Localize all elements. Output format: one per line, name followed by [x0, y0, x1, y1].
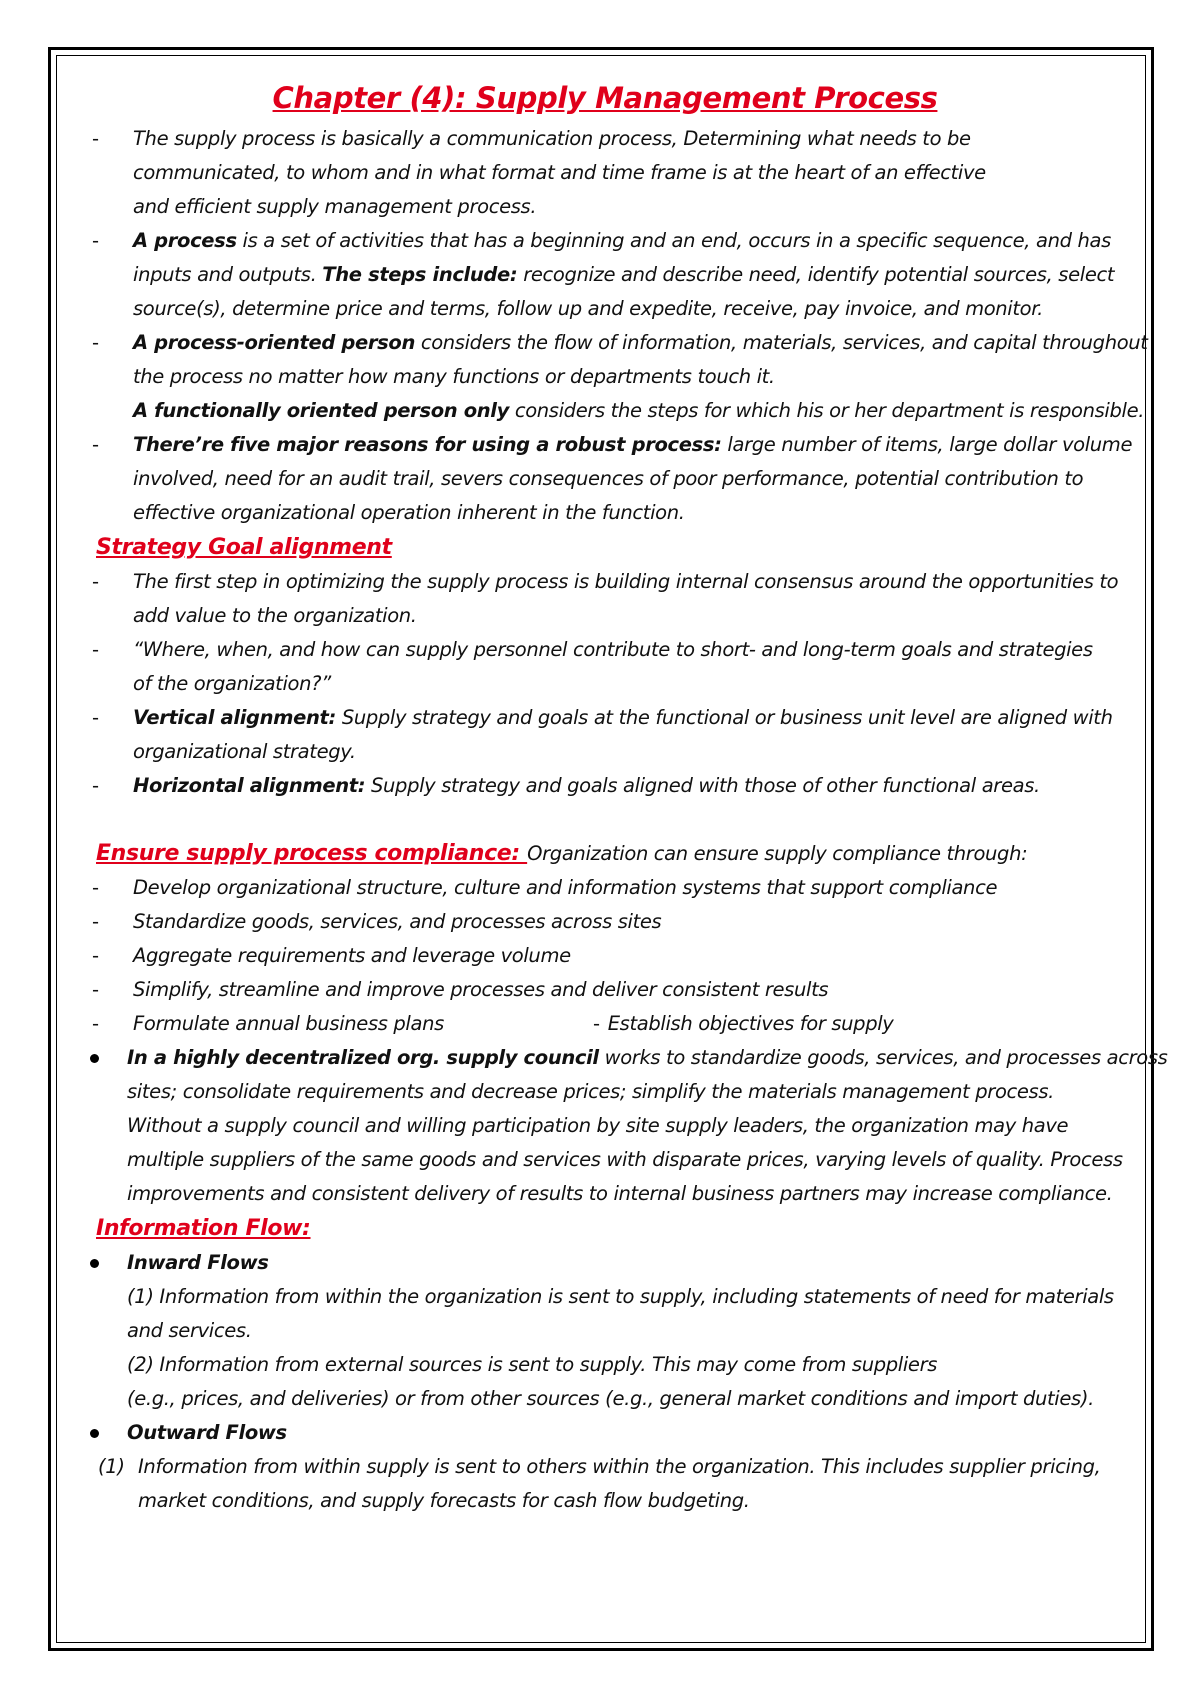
dash-marker: - [92, 774, 99, 797]
list-item [60, 871, 1150, 905]
list-item [60, 939, 1150, 973]
line: Establish objectives for supply [607, 1012, 894, 1035]
line: (2) Information from external sources is sent to supply. This may come from suppliers [127, 1353, 938, 1376]
dash-marker: - [92, 331, 99, 354]
line: The supply process is basically a communication process, Determining what needs to be [133, 127, 971, 150]
list-item [60, 122, 1150, 156]
bold-term: In a highly decentralized org. supply council [127, 1046, 599, 1069]
list-item [60, 565, 1150, 599]
bold-term: There’re five major reasons for using a robust process: [133, 433, 722, 456]
bold-term: A process-oriented person [133, 331, 415, 354]
dash-marker: - [92, 433, 99, 456]
dash-marker: - [92, 127, 99, 150]
section-heading-compliance: Ensure supply process compliance: [96, 841, 528, 866]
bold-term: A process [133, 229, 237, 252]
line-group [60, 258, 1150, 292]
list-item [60, 326, 1150, 360]
dash-marker: - [92, 229, 99, 252]
bold-term: The steps include: [322, 263, 518, 286]
list-item-inline [593, 1007, 894, 1041]
line: Organization can ensure supply compliance through: [527, 842, 1028, 865]
bullet-item [60, 1041, 1168, 1075]
list-item [60, 701, 1150, 735]
line: the process no matter how many functions or departments touch it. [133, 365, 775, 388]
bold-term: Horizontal alignment: [133, 774, 366, 797]
line-group [60, 394, 1150, 428]
dash-marker: - [92, 978, 99, 1001]
dash-marker: - [92, 876, 99, 899]
line: considers the steps for which his or her department is responsible. [509, 399, 1145, 422]
dash-marker: - [92, 1012, 99, 1035]
bold-term: A functionally oriented person only [133, 399, 509, 422]
line: and efficient supply management process. [133, 195, 537, 218]
bold-term: Vertical alignment: [133, 706, 336, 729]
line: Develop organizational structure, culture and information systems that support compliance [133, 876, 998, 899]
line: communicated, to whom and in what format and time frame is at the heart of an effective [133, 161, 986, 184]
list-item [60, 428, 1150, 462]
dash-marker: - [92, 706, 99, 729]
bullet-dot-icon [90, 1429, 99, 1438]
document-body [60, 76, 1168, 1518]
list-item [60, 224, 1150, 258]
line: (e.g., prices, and deliveries) or from other sources (e.g., general market conditions and import duties). [127, 1387, 1094, 1410]
section-heading-strategy: Strategy Goal alignment [96, 535, 392, 560]
line: “Where, when, and how can supply personnel contribute to short- and long-term goals and strategies [133, 638, 1093, 661]
list-item [60, 1007, 1150, 1041]
line: effective organizational operation inherent in the function. [133, 501, 685, 524]
bullet-item [60, 1416, 1150, 1450]
line: multiple suppliers of the same goods and services with disparate prices, varying levels of quality. Process [127, 1148, 1123, 1171]
line: works to standardize goods, services, and processes across [598, 1046, 1168, 1069]
section-heading-compliance-line [60, 837, 1150, 871]
line: involved, need for an audit trail, severs consequences of poor performance, potential contribution to [133, 467, 1084, 490]
line: Standardize goods, services, and processes across sites [133, 910, 662, 933]
line: and services. [127, 1319, 252, 1342]
dash-marker: - [92, 638, 99, 661]
section-heading-information-flow: Information Flow: [96, 1216, 311, 1241]
line: source(s), determine price and terms, follow up and expedite, receive, pay invoice, and monitor. [133, 297, 1043, 320]
line: is a set of activities that has a beginning and an end, occurs in a specific sequence, and has [236, 229, 1111, 252]
number-marker: (1) [98, 1455, 125, 1478]
line: large number of items, large dollar volume [721, 433, 1133, 456]
line: considers the flow of information, materials, services, and capital throughout [414, 331, 1148, 354]
line: Simplify, streamline and improve processes and deliver consistent results [133, 978, 829, 1001]
bullet-dot-icon [90, 1259, 99, 1268]
line: recognize and describe need, identify potential sources, select [517, 263, 1115, 286]
bold-term: Outward Flows [127, 1421, 287, 1444]
list-item [60, 633, 1150, 667]
line: The first step in optimizing the supply process is building internal consensus around the opportunities to [133, 570, 1119, 593]
spacer [60, 803, 1150, 837]
line: market conditions, and supply forecasts for cash flow budgeting. [138, 1489, 750, 1512]
page-title: Chapter (4): Supply Management Process [272, 81, 938, 115]
line: organizational strategy. [133, 740, 356, 763]
line: Aggregate requirements and leverage volume [133, 944, 571, 967]
line: Without a supply council and willing participation by site supply leaders, the organization may have [127, 1114, 1069, 1137]
bullet-item [60, 1246, 1150, 1280]
dash-marker: - [92, 910, 99, 933]
dash-marker: - [92, 944, 99, 967]
list-item [60, 905, 1150, 939]
line: Supply strategy and goals at the functional or business unit level are aligned with [335, 706, 1113, 729]
list-item [60, 973, 1150, 1007]
dash-marker: - [92, 570, 99, 593]
bullet-dot-icon [90, 1054, 99, 1063]
bold-term: Inward Flows [127, 1251, 269, 1274]
line: sites; consolidate requirements and decrease prices; simplify the materials management process. [127, 1080, 1055, 1103]
line: Supply strategy and goals aligned with those of other functional areas. [365, 774, 1040, 797]
numbered-item [60, 1450, 1150, 1484]
line: of the organization?” [133, 672, 331, 695]
line: improvements and consistent delivery of results to internal business partners may increase compliance. [127, 1182, 1113, 1205]
line: (1) Information from within the organization is sent to supply, including statements of need for materials [127, 1285, 1114, 1308]
line: Formulate annual business plans [133, 1012, 444, 1035]
line: Information from within supply is sent to others within the organization. This includes supplier pricing, [138, 1455, 1101, 1478]
list-item [60, 769, 1150, 803]
line: inputs and outputs. [133, 263, 323, 286]
dash-marker: - [593, 1012, 600, 1035]
line: add value to the organization. [133, 604, 417, 627]
